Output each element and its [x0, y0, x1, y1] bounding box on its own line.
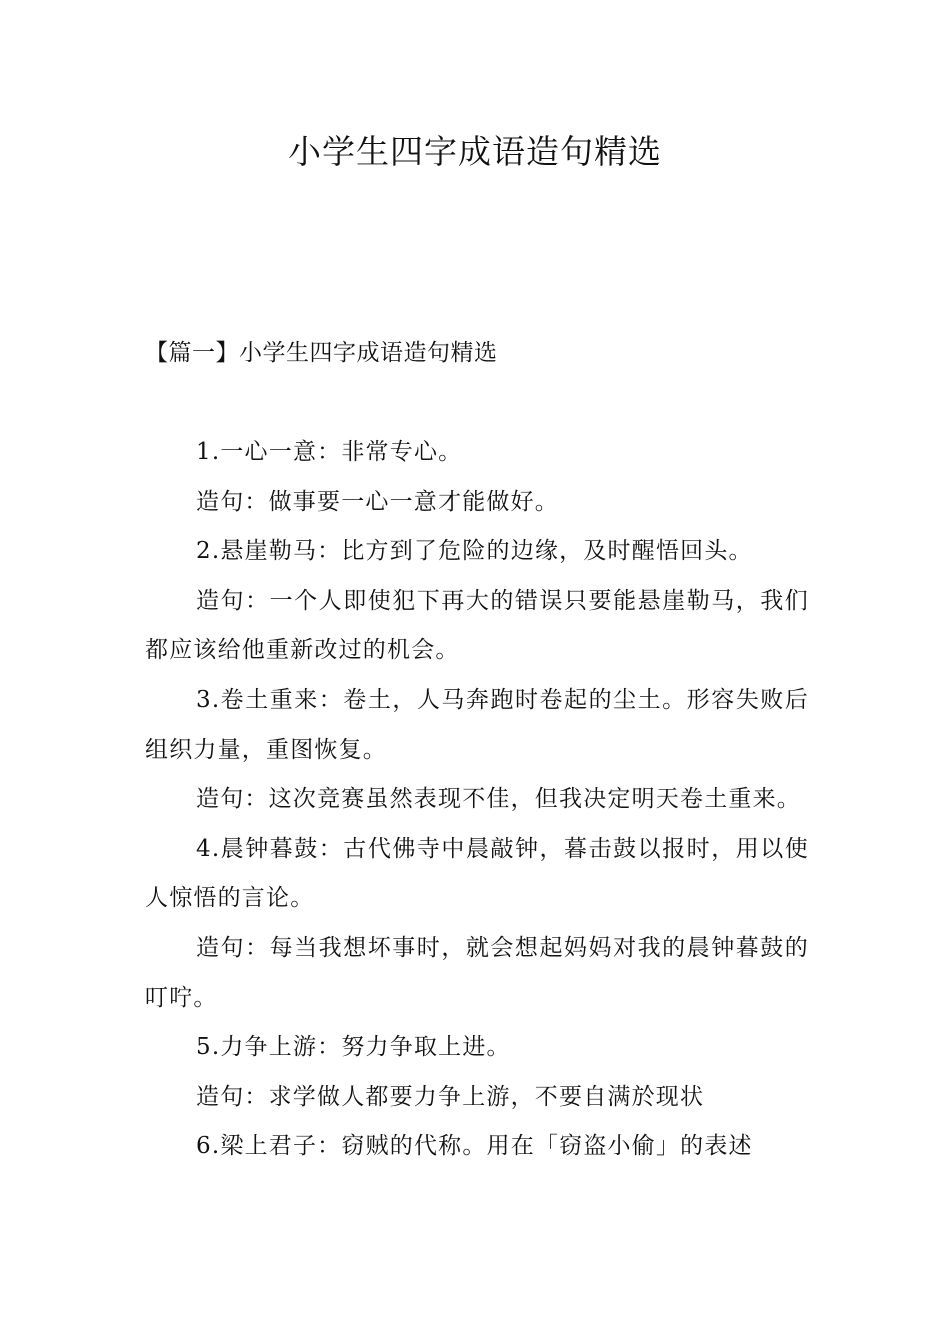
document-body	[145, 428, 809, 1172]
paragraph: 1.一心一意：非常专心。	[196, 439, 463, 465]
section-heading: 【篇一】小学生四字成语造句精选	[145, 340, 498, 366]
paragraph: 3.卷土重来：卷土，人马奔跑时卷起的尘土。形容失败后组织力量，重图恢复。	[145, 686, 809, 763]
paragraph: 造句：一个人即使犯下再大的错误只要能悬崖勒马，我们都应该给他重新改过的机会。	[145, 587, 809, 664]
paragraph: 6.梁上君子：窃贼的代称。用在「窃盗小偷」的表述	[196, 1133, 753, 1160]
paragraph: 4.晨钟暮鼓：古代佛寺中晨敲钟，暮击鼓以报时，用以使人惊悟的言论。	[145, 835, 809, 912]
document-title: 小学生四字成语造句精选	[288, 132, 662, 171]
paragraph: 2.悬崖勒马：比方到了危险的边缘，及时醒悟回头。	[196, 538, 753, 565]
paragraph: 造句：做事要一心一意才能做好。	[196, 488, 559, 515]
paragraph: 造句：求学做人都要力争上游，不要自满於现状	[196, 1083, 705, 1110]
paragraph: 造句：这次竞赛虽然表现不佳，但我决定明天卷土重来。	[196, 786, 801, 813]
paragraph: 5.力争上游：努力争取上进。	[196, 1034, 511, 1061]
paragraph: 造句：每当我想坏事时，就会想起妈妈对我的晨钟暮鼓的叮咛。	[145, 934, 809, 1011]
